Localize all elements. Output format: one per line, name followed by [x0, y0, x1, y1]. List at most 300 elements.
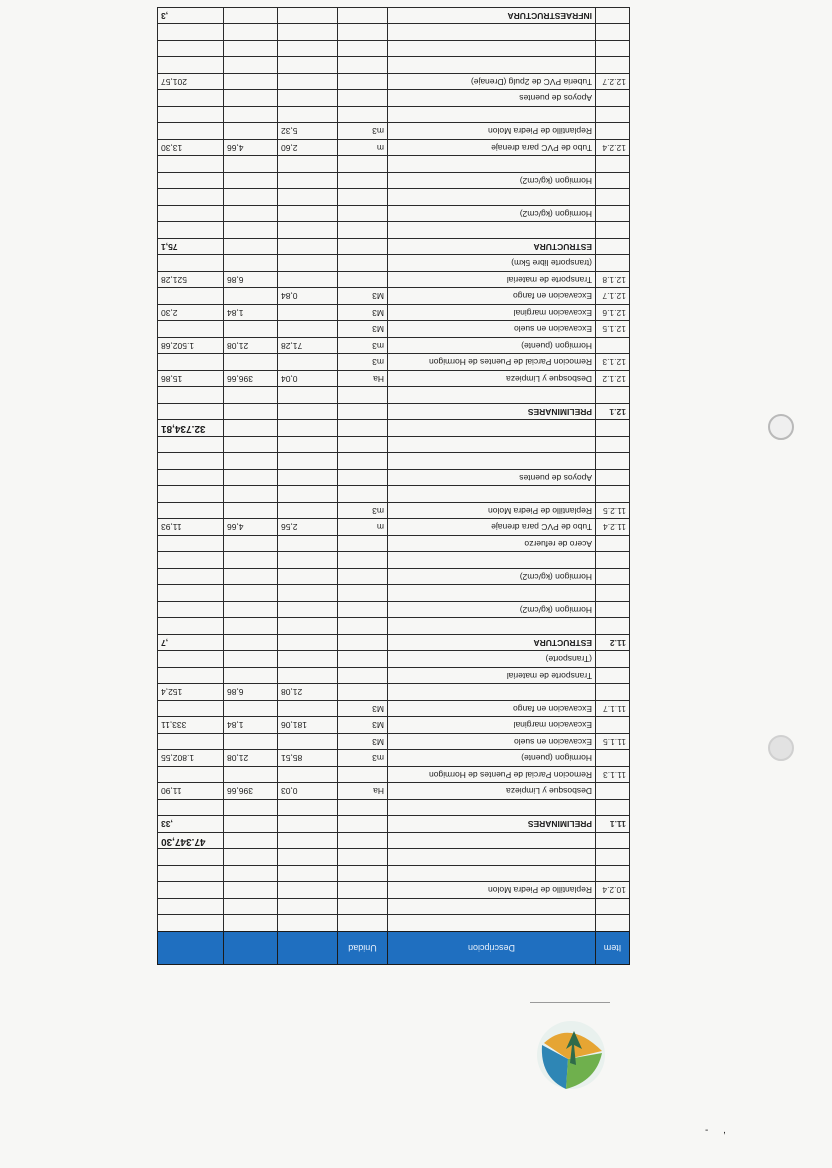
cell-unit: M3 — [338, 321, 388, 338]
cell-item: 10.2.4 — [596, 882, 630, 899]
table-row — [158, 915, 630, 932]
table-row — [158, 189, 630, 206]
cell-unit: m3 — [338, 503, 388, 520]
cell-quantity — [278, 470, 338, 487]
cell-unit — [338, 899, 388, 916]
signature-line — [530, 1002, 610, 1003]
cell-total: 47.347,30 — [158, 833, 224, 850]
cell-quantity — [278, 569, 338, 586]
cell-description: Hormigon (kg/cm2) — [388, 602, 596, 619]
cell-description — [388, 189, 596, 206]
cell-unit — [338, 222, 388, 239]
table-row — [158, 717, 630, 734]
header-total — [158, 932, 224, 965]
cell-item — [596, 899, 630, 916]
cell-description — [388, 833, 596, 850]
cell-total — [158, 602, 224, 619]
cell-unit — [338, 668, 388, 685]
cell-unit-price: 6,86 — [224, 684, 278, 701]
cell-total — [158, 651, 224, 668]
cell-description — [388, 899, 596, 916]
table-row — [158, 387, 630, 404]
cell-description — [388, 915, 596, 932]
cell-total — [158, 173, 224, 190]
cell-item — [596, 486, 630, 503]
cell-unit-price — [224, 437, 278, 454]
cell-quantity — [278, 602, 338, 619]
cell-description: Tuberia PVC de 2pulg (Drenaje) — [388, 74, 596, 91]
cell-unit — [338, 486, 388, 503]
cell-quantity — [278, 255, 338, 272]
cell-description: ESTRUCTURA — [388, 635, 596, 652]
cell-unit-price — [224, 882, 278, 899]
cell-total: ,33 — [158, 816, 224, 833]
table-row — [158, 800, 630, 817]
cell-unit — [338, 8, 388, 25]
cell-description: Excavacion marginal — [388, 717, 596, 734]
cell-quantity — [278, 305, 338, 322]
table-row — [158, 338, 630, 355]
cell-total: ,7 — [158, 635, 224, 652]
cell-item — [596, 750, 630, 767]
header-unit: Unidad — [338, 932, 388, 965]
cell-item: 12.1.2 — [596, 371, 630, 388]
table-row — [158, 288, 630, 305]
table-row — [158, 354, 630, 371]
cell-item — [596, 387, 630, 404]
cell-quantity: 71,28 — [278, 338, 338, 355]
cell-unit-price — [224, 470, 278, 487]
cell-total — [158, 701, 224, 718]
budget-sheet — [158, 11, 630, 965]
cell-description: Remocion Parcial de Puentes de Hormigon — [388, 767, 596, 784]
cell-unit — [338, 387, 388, 404]
cell-total — [158, 24, 224, 41]
cell-item — [596, 800, 630, 817]
cell-unit-price — [224, 156, 278, 173]
table-row — [158, 222, 630, 239]
cell-quantity: 181,06 — [278, 717, 338, 734]
cell-unit-price — [224, 585, 278, 602]
cell-unit-price — [224, 24, 278, 41]
cell-description: Excavacion marginal — [388, 305, 596, 322]
cell-quantity — [278, 239, 338, 256]
cell-unit — [338, 470, 388, 487]
cell-quantity — [278, 189, 338, 206]
table-row — [158, 156, 630, 173]
cell-unit-price: 4,66 — [224, 519, 278, 536]
table-row — [158, 701, 630, 718]
cell-item: 11.2 — [596, 635, 630, 652]
cell-unit-price: 4,66 — [224, 140, 278, 157]
table-row — [158, 783, 630, 800]
cell-unit-price — [224, 107, 278, 124]
cell-description — [388, 618, 596, 635]
cell-unit — [338, 41, 388, 58]
cell-description — [388, 800, 596, 817]
cell-quantity — [278, 585, 338, 602]
cell-unit: M3 — [338, 734, 388, 751]
cell-unit-price — [224, 651, 278, 668]
table-row — [158, 173, 630, 190]
cell-item — [596, 602, 630, 619]
cell-item — [596, 420, 630, 437]
cell-description — [388, 552, 596, 569]
cell-quantity — [278, 387, 338, 404]
cell-description — [388, 585, 596, 602]
cell-item — [596, 552, 630, 569]
table-row — [158, 272, 630, 289]
cell-total: 32.734,81 — [158, 420, 224, 437]
table-row — [158, 74, 630, 91]
cell-total: 15,86 — [158, 371, 224, 388]
cell-unit — [338, 189, 388, 206]
table-row — [158, 849, 630, 866]
cell-total: 1.802,55 — [158, 750, 224, 767]
table-row — [158, 866, 630, 883]
company-logo — [530, 1015, 610, 1097]
cell-item — [596, 849, 630, 866]
cell-unit — [338, 453, 388, 470]
cell-total: 1.502,68 — [158, 338, 224, 355]
cell-item — [596, 41, 630, 58]
cell-item — [596, 90, 630, 107]
cell-unit-price: 21,08 — [224, 338, 278, 355]
cell-unit-price — [224, 173, 278, 190]
cell-quantity: 0,84 — [278, 288, 338, 305]
cell-unit-price — [224, 552, 278, 569]
cell-unit — [338, 866, 388, 883]
cell-unit-price — [224, 915, 278, 932]
cell-quantity — [278, 486, 338, 503]
total-row — [158, 420, 630, 437]
cell-total — [158, 288, 224, 305]
table-row — [158, 470, 630, 487]
cell-quantity — [278, 734, 338, 751]
cell-quantity — [278, 635, 338, 652]
cell-unit-price — [224, 321, 278, 338]
cell-description: PRELIMINARES — [388, 816, 596, 833]
table-row — [158, 371, 630, 388]
table-row — [158, 453, 630, 470]
total-row — [158, 833, 630, 850]
cell-unit — [338, 107, 388, 124]
cell-quantity — [278, 173, 338, 190]
cell-unit-price — [224, 618, 278, 635]
table-row — [158, 536, 630, 553]
cell-description: Hormigon (puente) — [388, 750, 596, 767]
cell-quantity: 85,51 — [278, 750, 338, 767]
cell-unit — [338, 602, 388, 619]
cell-total — [158, 57, 224, 74]
cell-unit-price: 396,66 — [224, 783, 278, 800]
cell-quantity — [278, 882, 338, 899]
table-row — [158, 123, 630, 140]
cell-description: Transporte de material — [388, 272, 596, 289]
cell-unit-price — [224, 387, 278, 404]
header-item: Item — [596, 932, 630, 965]
cell-quantity — [278, 321, 338, 338]
cell-item — [596, 57, 630, 74]
footer-area — [0, 965, 832, 1168]
cell-total — [158, 866, 224, 883]
cell-description: Excavacion en fango — [388, 701, 596, 718]
cell-total — [158, 354, 224, 371]
cell-item — [596, 338, 630, 355]
cell-unit — [338, 239, 388, 256]
table-row — [158, 140, 630, 157]
cell-description: Excavacion en suelo — [388, 321, 596, 338]
table-row — [158, 206, 630, 223]
cell-description — [388, 156, 596, 173]
table-row — [158, 41, 630, 58]
cell-unit: Ha — [338, 783, 388, 800]
cell-total: 75,1 — [158, 239, 224, 256]
cell-description: Apoyos de puentes — [388, 470, 596, 487]
cell-description — [388, 107, 596, 124]
cell-total: 152,4 — [158, 684, 224, 701]
cell-quantity — [278, 816, 338, 833]
cell-unit-price — [224, 74, 278, 91]
cell-unit-price — [224, 90, 278, 107]
cell-quantity — [278, 74, 338, 91]
cell-description: ESTRUCTURA — [388, 239, 596, 256]
cell-item — [596, 651, 630, 668]
table-row — [158, 437, 630, 454]
cell-total — [158, 585, 224, 602]
cell-unit-price — [224, 866, 278, 883]
cell-item — [596, 123, 630, 140]
cell-quantity — [278, 222, 338, 239]
cell-quantity: 2,56 — [278, 519, 338, 536]
cell-quantity — [278, 57, 338, 74]
cell-quantity — [278, 833, 338, 850]
cell-total — [158, 123, 224, 140]
table-row — [158, 651, 630, 668]
cell-description: Excavacion en fango — [388, 288, 596, 305]
cell-unit — [338, 569, 388, 586]
budget-table — [157, 7, 630, 965]
cell-unit-price — [224, 255, 278, 272]
cell-unit — [338, 173, 388, 190]
cell-description: Hormigon (kg/cm2) — [388, 173, 596, 190]
cell-quantity — [278, 651, 338, 668]
cell-item — [596, 668, 630, 685]
cell-total — [158, 503, 224, 520]
cell-unit: m3 — [338, 354, 388, 371]
cell-unit: M3 — [338, 701, 388, 718]
cell-unit-price: 1,84 — [224, 305, 278, 322]
cell-quantity — [278, 915, 338, 932]
cell-description — [388, 684, 596, 701]
cell-unit-price — [224, 849, 278, 866]
cell-item — [596, 156, 630, 173]
table-row — [158, 750, 630, 767]
cell-item — [596, 717, 630, 734]
cell-total — [158, 189, 224, 206]
cell-description: Hormigon (puente) — [388, 338, 596, 355]
cell-unit-price — [224, 833, 278, 850]
cell-quantity — [278, 272, 338, 289]
cell-description: Hormigon (kg/cm2) — [388, 206, 596, 223]
cell-quantity — [278, 404, 338, 421]
cell-description: INFRAESTRUCTURA — [388, 8, 596, 25]
cell-unit: M3 — [338, 288, 388, 305]
cell-item: 11.2.4 — [596, 519, 630, 536]
cell-item — [596, 206, 630, 223]
cell-unit: m3 — [338, 338, 388, 355]
cell-quantity — [278, 503, 338, 520]
cell-total — [158, 387, 224, 404]
cell-description: Transporte de material — [388, 668, 596, 685]
cell-unit-price — [224, 123, 278, 140]
cell-unit — [338, 437, 388, 454]
cell-unit-price — [224, 569, 278, 586]
cell-unit — [338, 618, 388, 635]
cell-item: 12.1 — [596, 404, 630, 421]
cell-unit: m — [338, 140, 388, 157]
cell-quantity — [278, 866, 338, 883]
table-body — [158, 8, 630, 932]
cell-item: 12.1.6 — [596, 305, 630, 322]
cell-description: Desbosque y Limpieza — [388, 371, 596, 388]
cell-item — [596, 8, 630, 25]
table-row — [158, 107, 630, 124]
cell-quantity — [278, 206, 338, 223]
cell-unit-price — [224, 453, 278, 470]
cell-unit — [338, 57, 388, 74]
table-row — [158, 602, 630, 619]
cell-total — [158, 618, 224, 635]
cell-unit-price: 6,86 — [224, 272, 278, 289]
cell-item: 12.1.5 — [596, 321, 630, 338]
cell-unit-price — [224, 816, 278, 833]
cell-quantity — [278, 354, 338, 371]
cell-total: 11,90 — [158, 783, 224, 800]
cell-description: Acero de refuerzo — [388, 536, 596, 553]
cell-item: 12.2.7 — [596, 74, 630, 91]
cell-quantity — [278, 701, 338, 718]
cell-description — [388, 387, 596, 404]
cell-item — [596, 783, 630, 800]
cell-item — [596, 866, 630, 883]
table-row — [158, 668, 630, 685]
cell-quantity — [278, 437, 338, 454]
cell-total — [158, 767, 224, 784]
cell-unit — [338, 255, 388, 272]
section-row — [158, 239, 630, 256]
cell-description: Excavacion en suelo — [388, 734, 596, 751]
cell-item: 12.1.3 — [596, 354, 630, 371]
cell-total — [158, 536, 224, 553]
cell-unit-price — [224, 899, 278, 916]
cell-unit-price — [224, 239, 278, 256]
cell-item — [596, 684, 630, 701]
cell-description — [388, 57, 596, 74]
cell-unit-price — [224, 222, 278, 239]
header-quantity — [278, 932, 338, 965]
cell-unit-price — [224, 57, 278, 74]
cell-unit — [338, 800, 388, 817]
cell-total — [158, 255, 224, 272]
cell-description — [388, 222, 596, 239]
cell-item — [596, 173, 630, 190]
table-row — [158, 684, 630, 701]
cell-total: 333,11 — [158, 717, 224, 734]
cell-total — [158, 453, 224, 470]
table-row — [158, 305, 630, 322]
cell-item — [596, 833, 630, 850]
cell-quantity — [278, 24, 338, 41]
cell-unit — [338, 635, 388, 652]
header-description: Descripcion — [388, 932, 596, 965]
cell-item: 12.1.8 — [596, 272, 630, 289]
cell-description — [388, 41, 596, 58]
cell-total — [158, 800, 224, 817]
cell-quantity — [278, 618, 338, 635]
section-row — [158, 635, 630, 652]
cell-item — [596, 618, 630, 635]
table-row — [158, 57, 630, 74]
cell-item — [596, 437, 630, 454]
cell-unit — [338, 74, 388, 91]
section-row — [158, 404, 630, 421]
cell-item — [596, 222, 630, 239]
cell-description: Replantillo de Piedra Molon — [388, 882, 596, 899]
cell-item — [596, 915, 630, 932]
cell-quantity: 0,04 — [278, 371, 338, 388]
table-row — [158, 24, 630, 41]
cell-unit — [338, 536, 388, 553]
cell-unit — [338, 90, 388, 107]
cell-unit-price — [224, 189, 278, 206]
table-row — [158, 321, 630, 338]
cell-unit-price — [224, 635, 278, 652]
cell-description — [388, 486, 596, 503]
table-row — [158, 618, 630, 635]
cell-quantity — [278, 8, 338, 25]
cell-total: 11,93 — [158, 519, 224, 536]
cell-unit — [338, 156, 388, 173]
table-row — [158, 255, 630, 272]
cell-total — [158, 899, 224, 916]
cell-total — [158, 668, 224, 685]
cell-quantity: 2,60 — [278, 140, 338, 157]
table-row — [158, 569, 630, 586]
cell-unit-price — [224, 701, 278, 718]
cell-quantity — [278, 899, 338, 916]
cell-total — [158, 107, 224, 124]
cell-unit — [338, 404, 388, 421]
cell-unit — [338, 420, 388, 437]
cell-total — [158, 404, 224, 421]
cell-unit-price — [224, 8, 278, 25]
cell-unit: m — [338, 519, 388, 536]
cell-item: 11.1.7 — [596, 701, 630, 718]
table-row — [158, 519, 630, 536]
cell-unit — [338, 684, 388, 701]
cell-unit — [338, 585, 388, 602]
cell-total: 13,30 — [158, 140, 224, 157]
cell-unit-price — [224, 41, 278, 58]
cell-unit — [338, 767, 388, 784]
cell-total — [158, 882, 224, 899]
cell-item — [596, 569, 630, 586]
cell-total — [158, 734, 224, 751]
section-row — [158, 816, 630, 833]
cell-unit-price: 396,66 — [224, 371, 278, 388]
cell-total — [158, 569, 224, 586]
